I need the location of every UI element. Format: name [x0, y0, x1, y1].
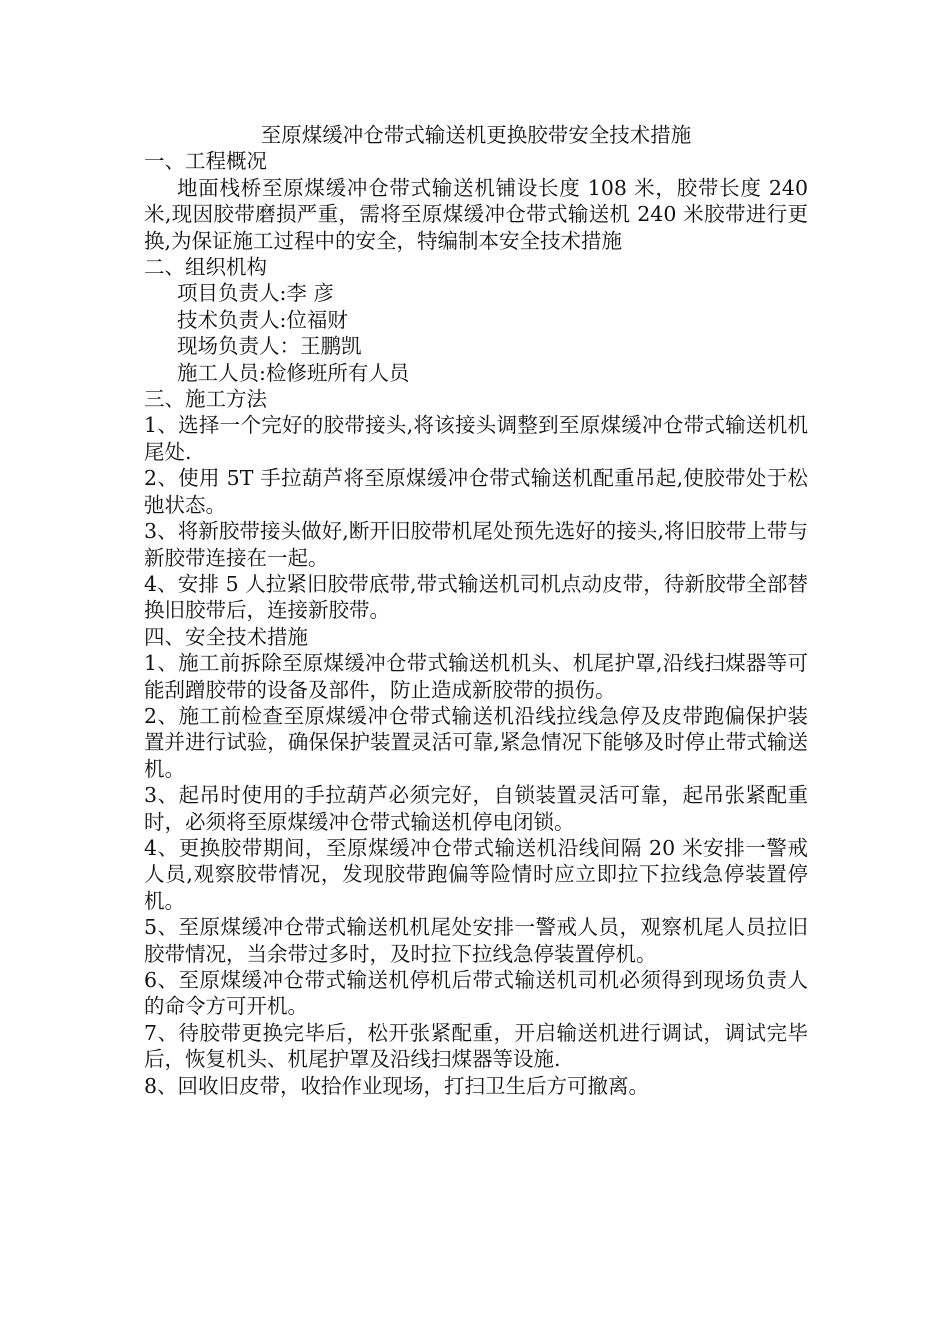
method-item: 4、安排 5 人拉紧旧胶带底带,带式输送机司机点动皮带，待新胶带全部替换旧胶带后，连接新胶带。	[144, 571, 808, 623]
safety-item: 2、施工前检查至原煤缓冲仓带式输送机沿线拉线急停及皮带跑偏保护装置并进行试验，确保保护装置灵活可靠,紧急情况下能够及时停止带式输送机。	[144, 703, 808, 781]
member-site-lead: 现场负责人：王鹏凯	[177, 334, 362, 359]
method-item: 2、使用 5T 手拉葫芦将至原煤缓冲仓带式输送机配重吊起,使胶带处于松弛状态。	[144, 466, 808, 517]
safety-item: 3、起吊时使用的手拉葫芦必须完好，自锁装置灵活可靠，起吊张紧配重时，必须将至原煤缓冲仓带式输送机停电闭锁。	[144, 783, 808, 834]
document-page	[144, 122, 808, 1099]
member-technical-lead: 技术负责人:位福财	[177, 307, 348, 332]
safety-item: 1、施工前拆除至原煤缓冲仓带式输送机机头、机尾护罩,沿线扫煤器等可能刮蹭胶带的设备及部件，防止造成新胶带的损伤。	[144, 651, 808, 702]
safety-item: 4、更换胶带期间，至原煤缓冲仓带式输送机沿线间隔 20 米安排一警戒人员,观察胶带情况，发现胶带跑偏等险情时应立即拉下拉线急停装置停机。	[144, 835, 808, 913]
method-item: 1、选择一个完好的胶带接头,将该接头调整到至原煤缓冲仓带式输送机机尾处.	[144, 413, 808, 464]
document-title: 至原煤缓冲仓带式输送机更换胶带安全技术措施	[260, 123, 692, 147]
member-construction-staff: 施工人员:检修班所有人员	[177, 360, 410, 385]
safety-item: 6、至原煤缓冲仓带式输送机停机后带式输送机司机必须得到现场负责人的命令方可开机。	[144, 968, 808, 1019]
safety-item: 7、待胶带更换完毕后，松开张紧配重，开启输送机进行调试，调试完毕后，恢复机头、机尾护罩及沿线扫煤器等设施.	[144, 1020, 808, 1072]
overview-paragraph: 地面栈桥至原煤缓冲仓带式输送机铺设长度 108 米，胶带长度 240 米,现因胶带磨损严重，需将至原煤缓冲仓带式输送机 240 米胶带进行更换,为保证施工过程中的安全，特编制本安全技术措施	[144, 175, 808, 253]
safety-item: 8、回收旧皮带，收拾作业现场，打扫卫生后方可撤离。	[144, 1073, 650, 1098]
member-project-lead: 项目负责人:李 彦	[177, 281, 334, 306]
section-heading-organization: 二、组织机构	[144, 255, 267, 280]
section-heading-safety: 四、安全技术措施	[144, 624, 308, 649]
method-item: 3、将新胶带接头做好,断开旧胶带机尾处预先选好的接头,将旧胶带上带与新胶带连接在一起。	[144, 519, 808, 570]
section-heading-overview: 一、工程概况	[144, 149, 267, 174]
section-heading-method: 三、施工方法	[144, 387, 267, 412]
safety-item: 5、至原煤缓冲仓带式输送机机尾处安排一警戒人员，观察机尾人员拉旧胶带情况，当余带过多时，及时拉下拉线急停装置停机。	[144, 915, 808, 966]
